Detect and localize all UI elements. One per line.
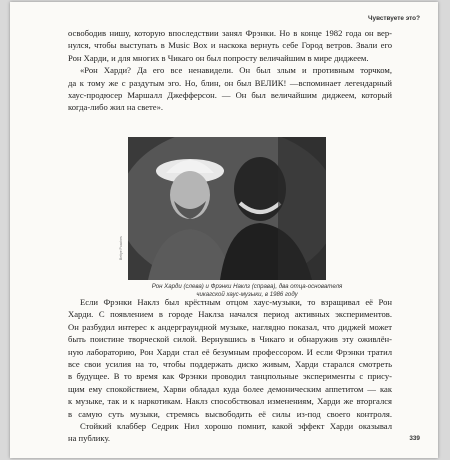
text-line: Харди. С появлением в городе Наклза начался период активных экспериментов. — [68, 309, 392, 320]
text-line: на публику. — [68, 433, 111, 444]
text-line: «Рон Харди? Да его все ненавидели. Он был злым и противным торчком, — [80, 65, 392, 76]
text-line: да к тому же с раздутым эго. Но, блин, он был ВЕЛИК! —вспоминает легендарный — [68, 77, 392, 88]
text-line: щим ему спокойствием, Харви обладал куда более демоническим аппетитом — как — [68, 383, 392, 394]
running-title: Чувствуете это? — [368, 15, 420, 22]
text-line: в будущее. В то время как Фрэнки проводил танцпольные эксперименты с прису- — [68, 371, 392, 382]
paragraph-block-top — [68, 27, 392, 114]
book-page — [10, 2, 438, 458]
text-line: к музыке, так и к наркотикам. Наклз способствовал изменениям, Харди же вторгался — [68, 396, 392, 407]
text-line: в самую суть музыки, стремясь высвободить её силы из-под своего контроля. — [68, 408, 392, 419]
text-line: Стойкий клаббер Седрик Нил хорошо помнит, какой эффект Харди оказывал — [80, 421, 392, 432]
text-line: когда-либо жил на свете». — [68, 102, 164, 113]
text-line: освободив нишу, которую впоследствии занял Фрэнки. Но в конце 1982 года он вер- — [68, 28, 392, 38]
page-number: 339 — [409, 435, 420, 442]
photo-caption: Рон Харди (слева) и Фрэнки Наклз (справа), два отца-основателя чикагской хаус-музыки, в 1986 году — [151, 283, 343, 298]
text-line: нулся, чтобы выступать в Music Box и наскока вернуть себе Город ветров. Звали его — [68, 40, 392, 51]
text-line: быть поистине творческой силой. Вернувшись в Чикаго и обнаружив эту оживлён- — [68, 334, 392, 345]
text-line: Рон Харди, и для многих в Чикаго он был попросту величайшим в мире диджеем. — [68, 52, 369, 63]
photo-credit: Bettye Poaches — [119, 236, 123, 260]
text-line: ную лабораторию, Рон Харди стал её безумным профессором. И если Фрэнки тратил — [68, 346, 392, 357]
photo-ron-hardy-frankie-knuckles — [128, 137, 326, 280]
text-line: Он разбудил интерес к андерграундной музыке, наглядно показал, что диджей может — [68, 321, 392, 332]
paragraph-block-bottom — [68, 296, 392, 445]
photo-illustration — [128, 137, 326, 280]
text-line: хаус-продюсер Маршалл Джефферсон. — Он был величайшим диджеем, который — [68, 90, 392, 101]
text-line: все свои усилия на то, чтобы поддержать диско живым, Харди старался смотреть — [68, 359, 392, 370]
text-line: Если Фрэнки Наклз был крёстным отцом хаус-музыки, то взращивал её Рон — [80, 297, 392, 307]
